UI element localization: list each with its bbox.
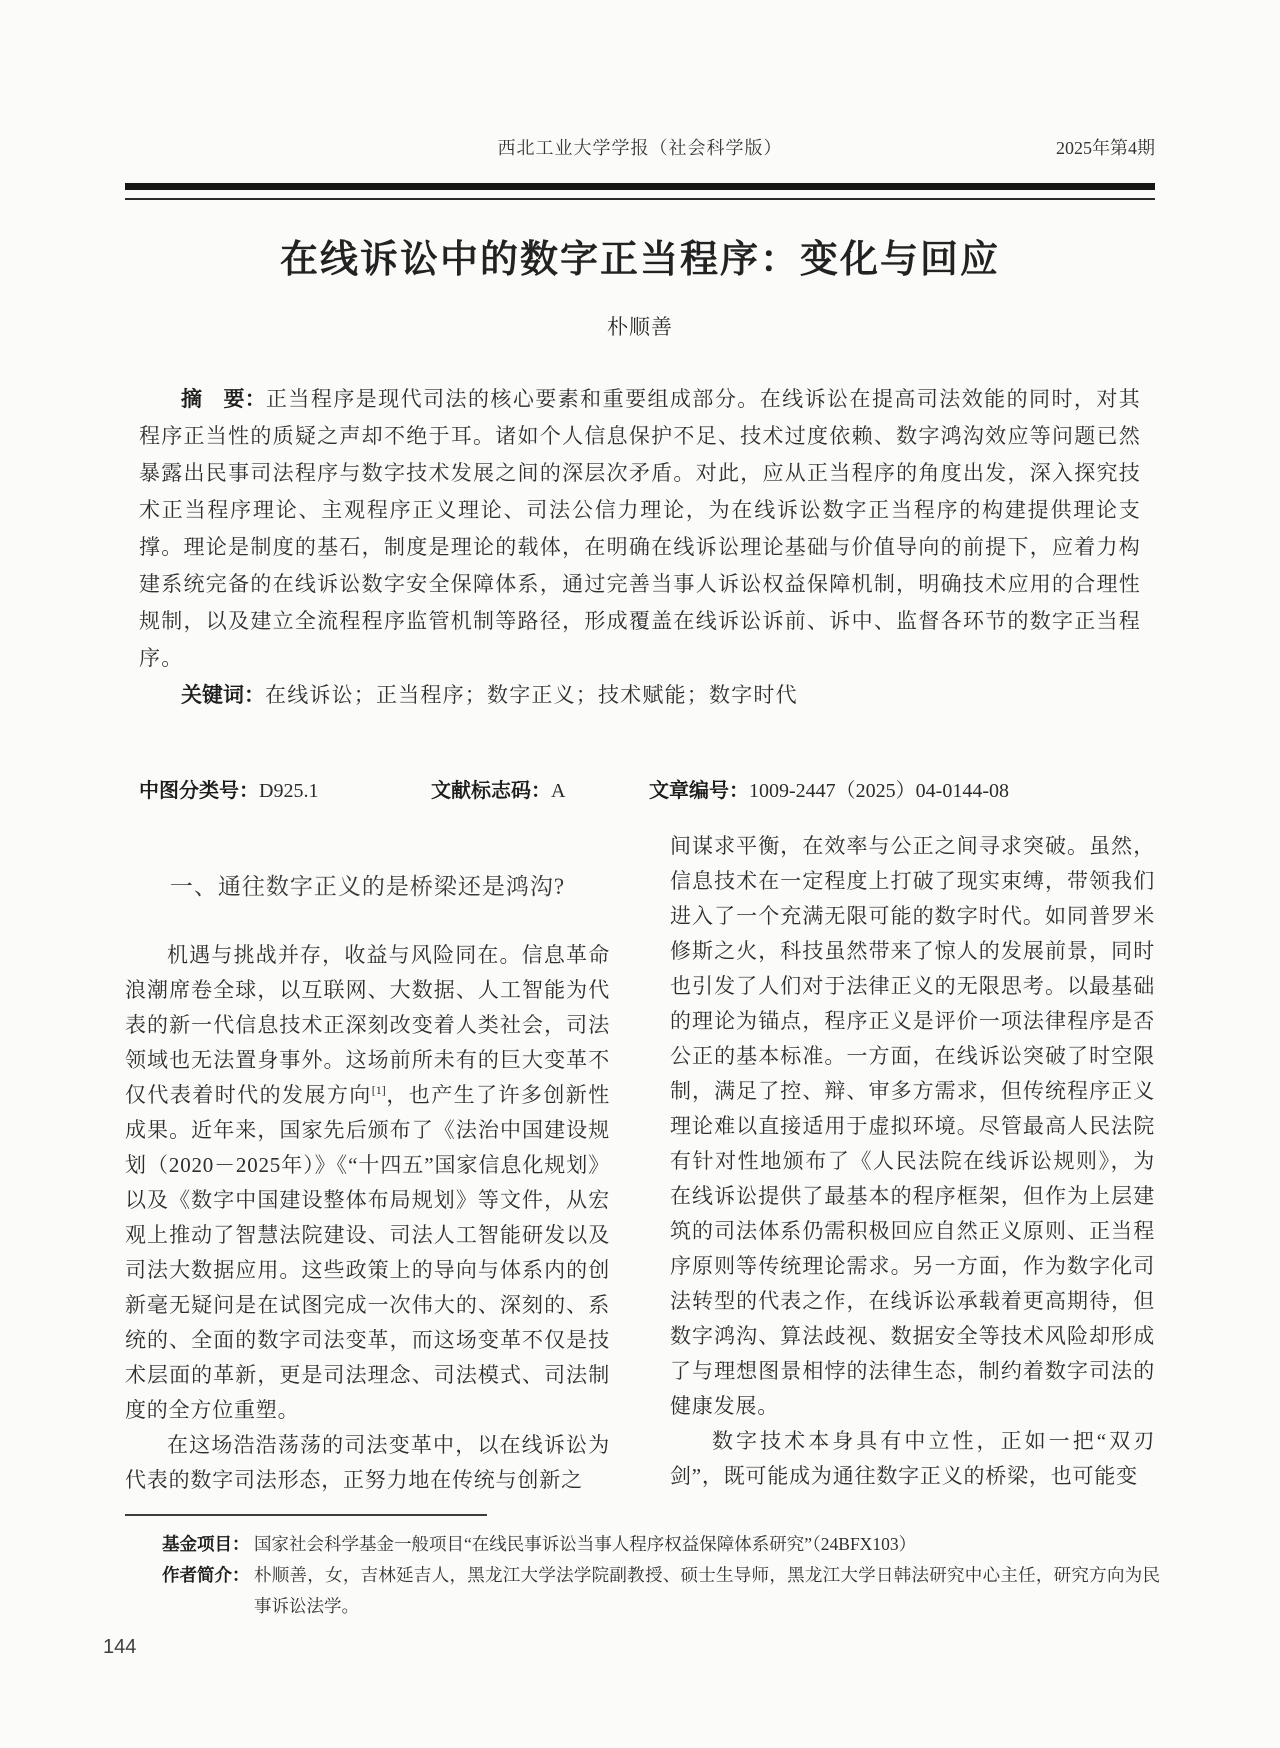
doc-code-value: A <box>551 780 566 802</box>
reference-marker-1: [1] <box>371 1083 386 1097</box>
clc-item <box>139 774 431 803</box>
article-title: 在线诉讼中的数字正当程序：变化与回应 <box>279 239 1000 281</box>
doc-code-item <box>431 774 649 803</box>
right-column <box>670 829 1155 1498</box>
page-content <box>125 0 1155 1498</box>
paragraph <box>125 938 610 1428</box>
body-columns <box>125 829 1155 1498</box>
paragraph: 数字技术本身具有中立性，正如一把“双刃剑”，既可能成为通往数字正义的桥梁，也可能变 <box>670 1429 1155 1488</box>
classification-row <box>139 774 1141 803</box>
keywords-label: 关键词： <box>181 684 265 707</box>
abstract-label: 摘 要： <box>181 388 266 411</box>
fund-project-text: 国家社会科学基金一般项目“在线民事诉讼当事人程序权益保障体系研究”（24BFX103） <box>254 1534 917 1554</box>
running-head <box>125 134 1155 160</box>
fund-project-label: 基金项目： <box>162 1534 250 1554</box>
author-bio-label: 作者简介： <box>162 1565 250 1585</box>
article-id-label: 文章编号： <box>649 780 749 802</box>
author-bio-item <box>162 1560 1160 1622</box>
author-name: 朴顺善 <box>607 315 673 339</box>
author-bio-text: 朴顺善，女，吉林延吉人，黑龙江大学法学院副教授、硕士生导师，黑龙江大学日韩法研究中心主任，研究方向为民事诉讼法学。 <box>254 1565 1160 1616</box>
header-rule-thick <box>125 183 1155 190</box>
paragraph: 在这场浩浩荡荡的司法变革中，以在线诉讼为代表的数字司法形态，正努力地在传统与创新之 <box>125 1433 610 1492</box>
doc-code-label: 文献标志码： <box>431 780 551 802</box>
page-number: 144 <box>103 1636 137 1658</box>
section-1-heading: 一、通往数字正义的是桥梁还是鸿沟? <box>169 874 566 899</box>
abstract-text: 正当程序是现代司法的核心要素和重要组成部分。在线诉讼在提高司法效能的同时，对其程序正当性的质疑之声却不绝于耳。诸如个人信息保护不足、技术过度依赖、数字鸿沟效应等问题已然暴露出民事司法程序与数字技术发展之间的深层次矛盾。对此，应从正当程序的角度出发，深入探究技术正当程序理论、主观程序正义理论、司法公信力理论，为在线诉讼数字正当程序的构建提供理论支撑。理论是制度的基石，制度是理论的载体，在明确在线诉讼理论基础与价值导向的前提下，应着力构建系统完备的在线诉讼数字安全保障体系，通过完善当事人诉讼权益保障机制，明确技术应用的合理性规制，以及建立全流程程序监管机制等路径，形成覆盖在线诉讼诉前、诉中、监督各环节的数字正当程序。 <box>139 387 1142 670</box>
paragraph-text: 机遇与挑战并存，收益与风险同在。信息革命浪潮席卷全球，以互联网、大数据、人工智能为代表的新一代信息技术正深刻改变着人类社会，司法领域也无法置身事外。这场前所未有的巨大变革不仅代表着时代的发展方向 <box>125 943 610 1107</box>
article-id-value: 1009-2447（2025）04-0144-08 <box>749 780 1009 802</box>
journal-name: 西北工业大学学报（社会科学版） <box>497 138 783 158</box>
fund-project-item <box>162 1529 1160 1560</box>
keywords-line <box>139 677 1141 714</box>
paragraph-continuation: 间谋求平衡，在效率与公正之间寻求突破。虽然，信息技术在一定程度上打破了现实束缚，带领我们进入了一个充满无限可能的数字时代。如同普罗米修斯之火，科技虽然带来了惊人的发展前景，同时也引发了人们对于法律正义的无限思考。以最基础的理论为锚点，程序正义是评价一项法律程序是否公正的基本标准。一方面，在线诉讼突破了时空限制，满足了控、辩、审多方需求，但传统程序正义理论难以直接适用于虚拟环境。尽管最高人民法院有针对性地颁布了《人民法院在线诉讼规则》，为在线诉讼提供了最基本的程序框架，但作为上层建筑的司法体系仍需积极回应自然正义原则、正当程序原则等传统理论需求。另一方面，作为数字化司法转型的代表之作，在线诉讼承载着更高期待，但数字鸿沟、算法歧视、数据安全等技术风险却形成了与理想图景相悖的法律生态，制约着数字司法的健康发展。 <box>670 834 1155 1418</box>
footnote-rule <box>125 1514 487 1516</box>
footnote-block <box>125 1514 1160 1622</box>
clc-label: 中图分类号： <box>139 780 259 802</box>
issue-label: 2025年第4期 <box>1056 138 1155 158</box>
abstract-block <box>139 381 1141 714</box>
clc-value: D925.1 <box>259 780 319 802</box>
header-rule-thin <box>125 198 1155 200</box>
left-column <box>125 829 610 1498</box>
article-id-item <box>649 774 1141 803</box>
keywords-text: 在线诉讼；正当程序；数字正义；技术赋能；数字时代 <box>265 683 798 707</box>
paragraph-text: ，也产生了许多创新性成果。近年来，国家先后颁布了《法治中国建设规划（2020－2025年）》《“十四五”国家信息化规划》以及《数字中国建设整体布局规划》等文件，从宏观上推动了智慧法院建设、司法人工智能研发以及司法大数据应用。这些政策上的导向与体系内的创新毫无疑问是在试图完成一次伟大的、深刻的、系统的、全面的数字司法变革，而这场变革不仅是技术层面的革新，更是司法理念、司法模式、司法制度的全方位重塑。 <box>125 1083 610 1422</box>
abstract-paragraph <box>139 381 1141 677</box>
